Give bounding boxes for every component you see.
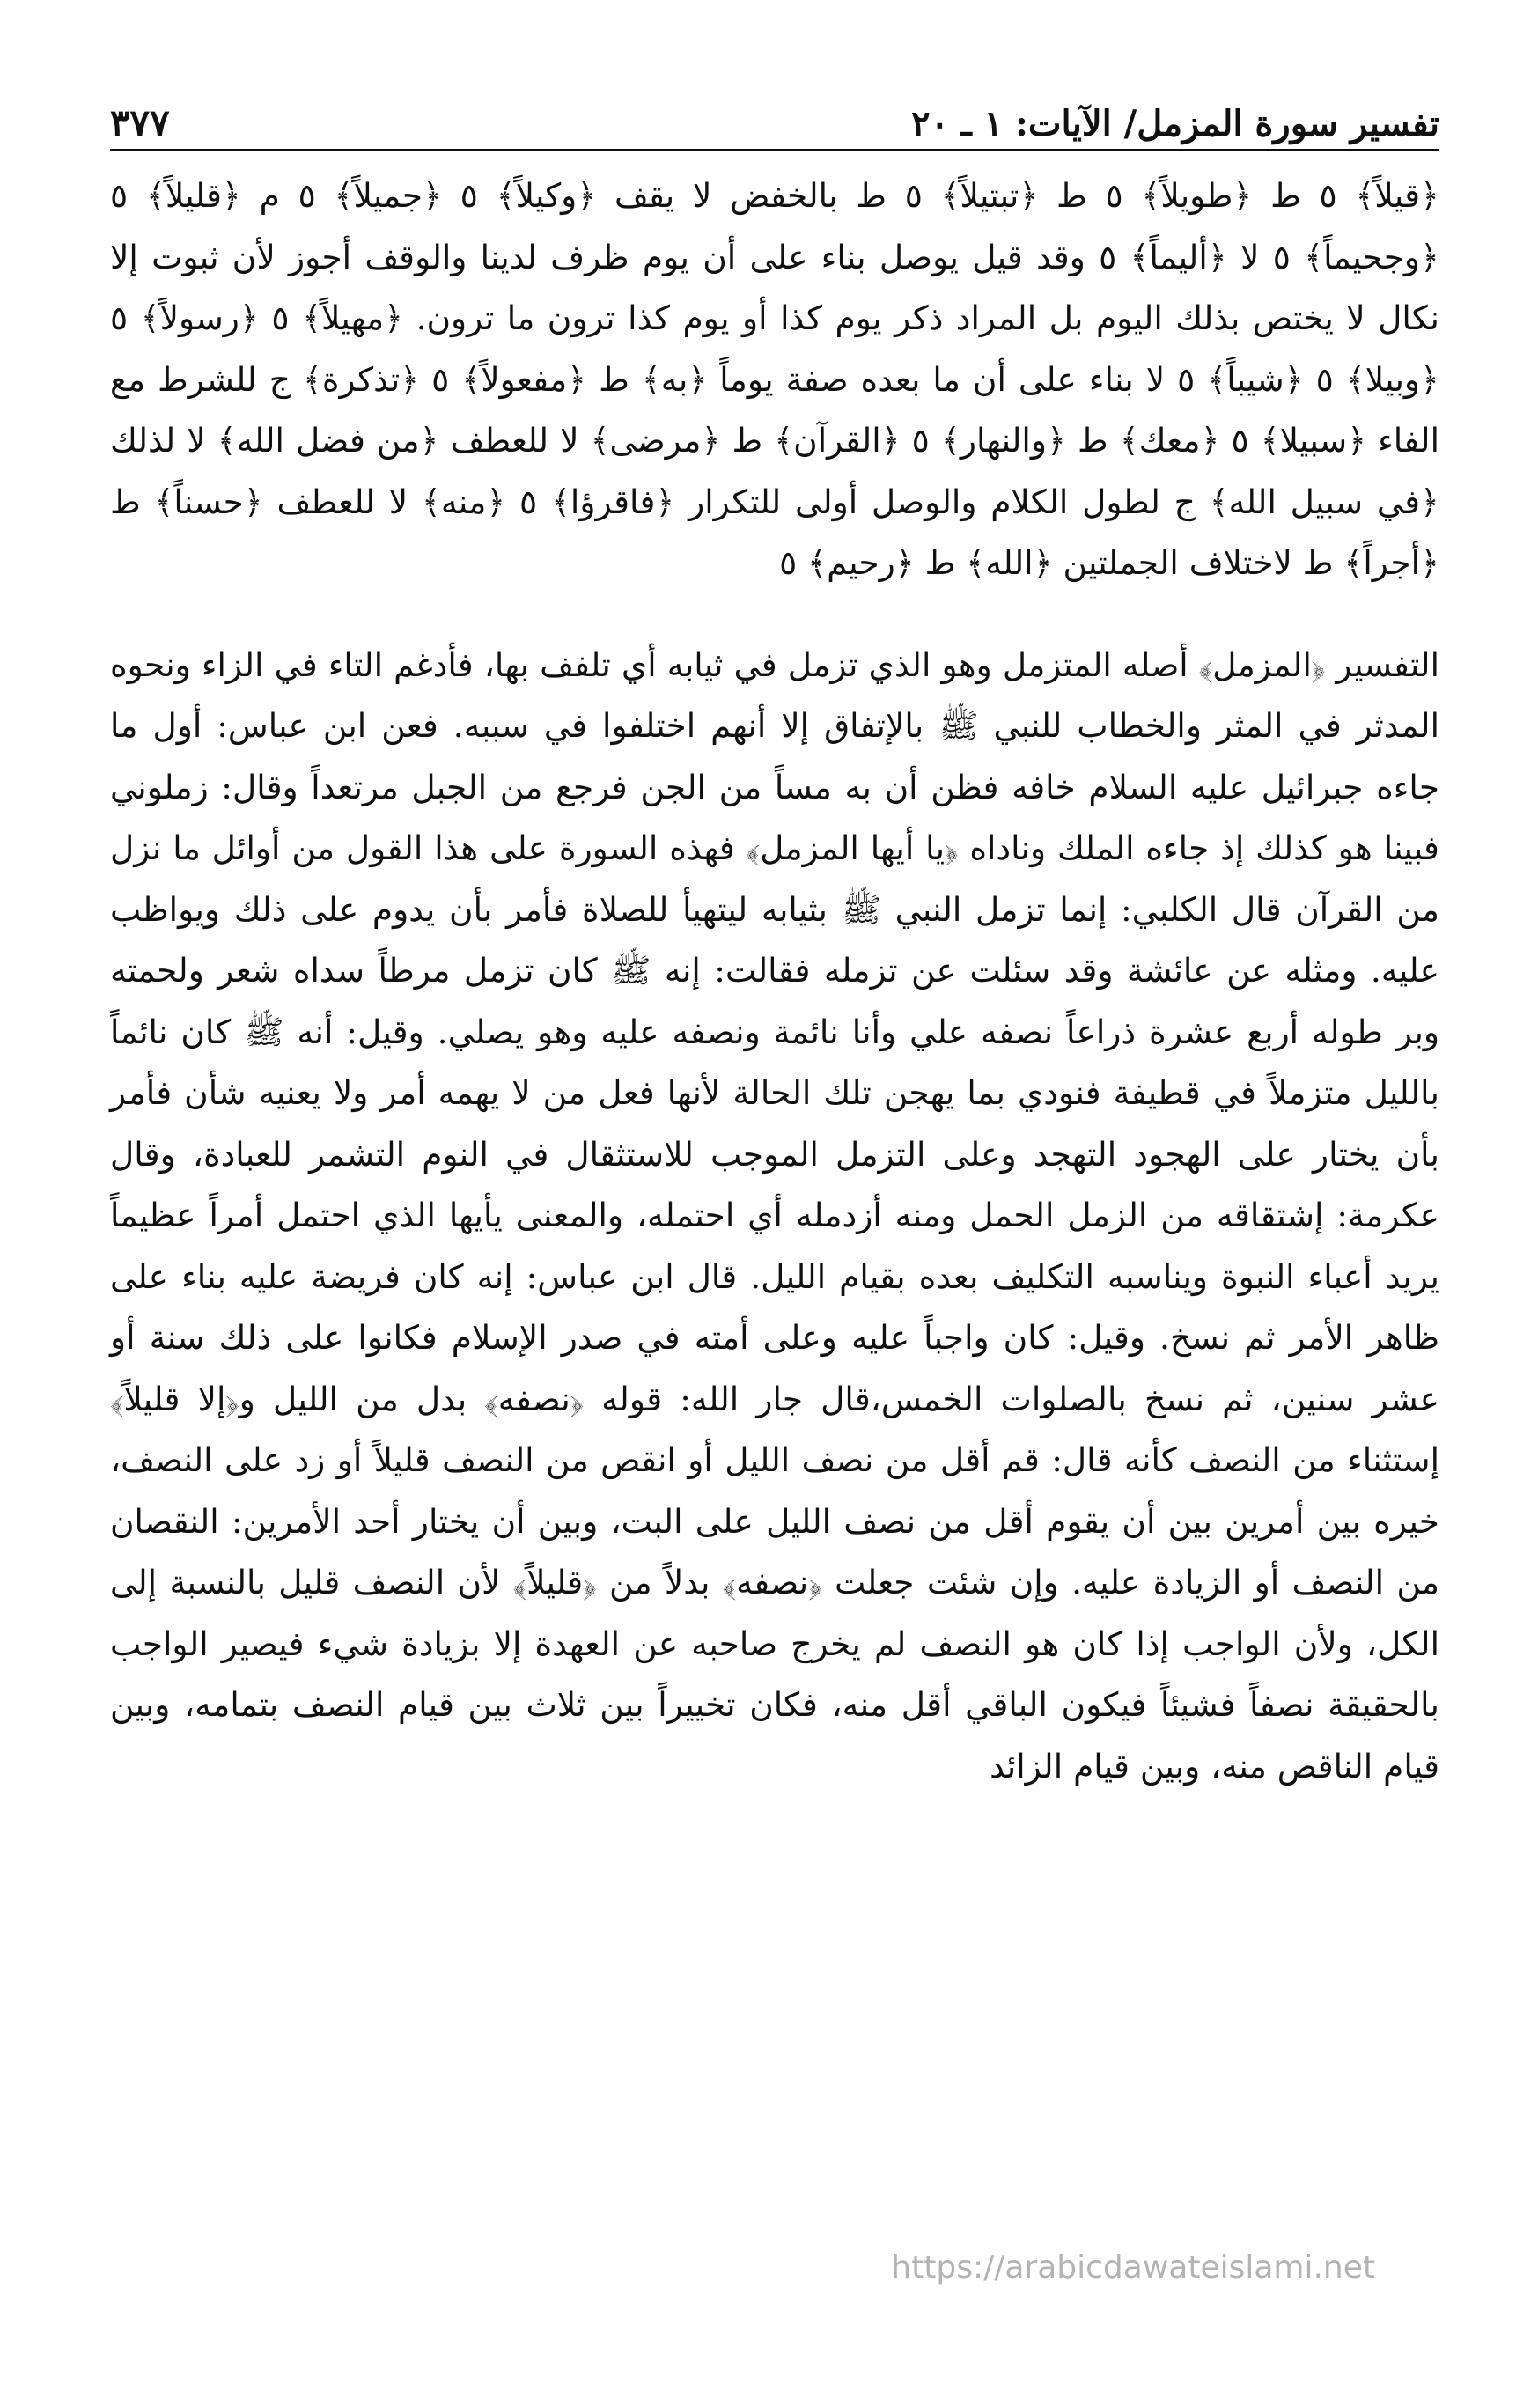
running-title: تفسير سورة المزمل/ الآيات: ١ ـ ٢٠ [911,103,1439,144]
tafsir-paragraph: التفسير ﴿المزمل﴾ أصله المتزمل وهو الذي تزمل في ثيابه أي تلفف بها، فأدغم التاء في الزاء ونحوه المدثر في المثر والخطاب للنبي ﷺ بالإتفاق إلا أنهم اختلفوا في سببه. فعن ابن عباس: أول ما جاءه جبرائيل عليه السلام خافه فظن أن به مساً من الجن فرجع من الجبل مرتعداً وقال: زملوني فبينا هو كذلك إذ جاءه الملك وناداه ﴿يا أيها المزمل﴾ فهذه السورة على هذا القول من أوائل ما نزل من القرآن قال الكلبي: إنما تزمل النبي ﷺ بثيابه ليتهيأ للصلاة فأمر بأن يدوم على ذلك ويواظب عليه. ومثله عن عائشة وقد سئلت عن تزمله فقالت: إنه ﷺ كان تزمل مرطاً سداه شعر ولحمته وبر طوله أربع عشرة ذراعاً نصفه علي وأنا نائمة ونصفه عليه وهو يصلي. وقيل: أنه ﷺ كان نائماً بالليل متزملاً في قطيفة فنودي بما يهجن تلك الحالة لأنها فعل من لا يهمه أمر ولا يعنيه شأن فأمر بأن يختار على الهجود التهجد وعلى التزمل الموجب للاستثقال في النوم التشمر للعبادة، وقال عكرمة: إشتقاقه من الزمل الحمل ومنه أزدمله أي احتمله، والمعنى يأيها الذي احتمل أمراً عظيماً يريد أعباء النبوة ويناسبه التكليف بعده بقيام الليل. قال ابن عباس: إنه كان فريضة عليه بناء على ظاهر الأمر ثم نسخ. وقيل: كان واجباً عليه وعلى أمته في صدر الإسلام فكانوا على ذلك سنة أو عشر سنين، ثم نسخ بالصلوات الخمس،قال جار الله: قوله ﴿نصفه﴾ بدل من الليل و﴿إلا قليلاً﴾ إستثناء من النصف كأنه قال: قم أقل من نصف الليل أو انقص من النصف قليلاً أو زد على النصف، خيره بين أمرين بين أن يقوم أقل من نصف الليل على البت، وبين أن يختار أحد الأمرين: النقصان من النصف أو الزيادة عليه. وإن شئت جعلت ﴿نصفه﴾ بدلاً من ﴿قليلاً﴾ لأن النصف قليل بالنسبة إلى الكل، ولأن الواجب إذا كان هو النصف لم يخرج صاحبه عن العهدة إلا بزيادة شيء فيصير الواجب بالحقيقة نصفاً فشيئاً فيكون الباقي أقل منه، فكان تخييراً بين ثلاث بين قيام النصف بتمامه، وبين قيام الناقص منه، وبين قيام الزائد [110,644,1439,1786]
watermark-url: https://arabicdawateislami.net [891,2250,1375,2286]
waqf-marks-paragraph: ﴿قيلاً﴾ ٥ ط ﴿طويلاً﴾ ٥ ط ﴿تبتيلاً﴾ ٥ ط بالخفض لا يقف ﴿وكيلاً﴾ ٥ ﴿جميلاً﴾ ٥ م ﴿قليلاً﴾ ٥ ﴿وجحيماً﴾ ٥ لا ﴿أليماً﴾ ٥ وقد قيل يوصل بناء على أن يوم ظرف لدينا والوقف أجوز لأن ثبوت إلا نكال لا يختص بذلك اليوم بل المراد ذكر يوم كذا أو يوم كذا ترون ما ترون. ﴿مهيلاً﴾ ٥ ﴿رسولاً﴾ ٥ ﴿وبيلا﴾ ٥ ﴿شيباً﴾ ٥ لا بناء على أن ما بعده صفة يوماً ﴿به﴾ ط ﴿مفعولاً﴾ ٥ ﴿تذكرة﴾ ج للشرط مع الفاء ﴿سبيلا﴾ ٥ ﴿معك﴾ ط ﴿والنهار﴾ ٥ ﴿القرآن﴾ ط ﴿مرضى﴾ لا للعطف ﴿من فضل الله﴾ لا لذلك ﴿في سبيل الله﴾ ج لطول الكلام والوصل أولى للتكرار ﴿فاقرؤا﴾ ٥ ﴿منه﴾ لا للعطف ﴿حسناً﴾ ط ﴿أجراً﴾ ط لاختلاف الجملتين ﴿الله﴾ ط ﴿رحيم﴾ ٥ [110,176,1440,582]
book-page [110,84,1439,2338]
page-number: ٣٧٧ [110,100,170,144]
page-header [110,84,1439,151]
